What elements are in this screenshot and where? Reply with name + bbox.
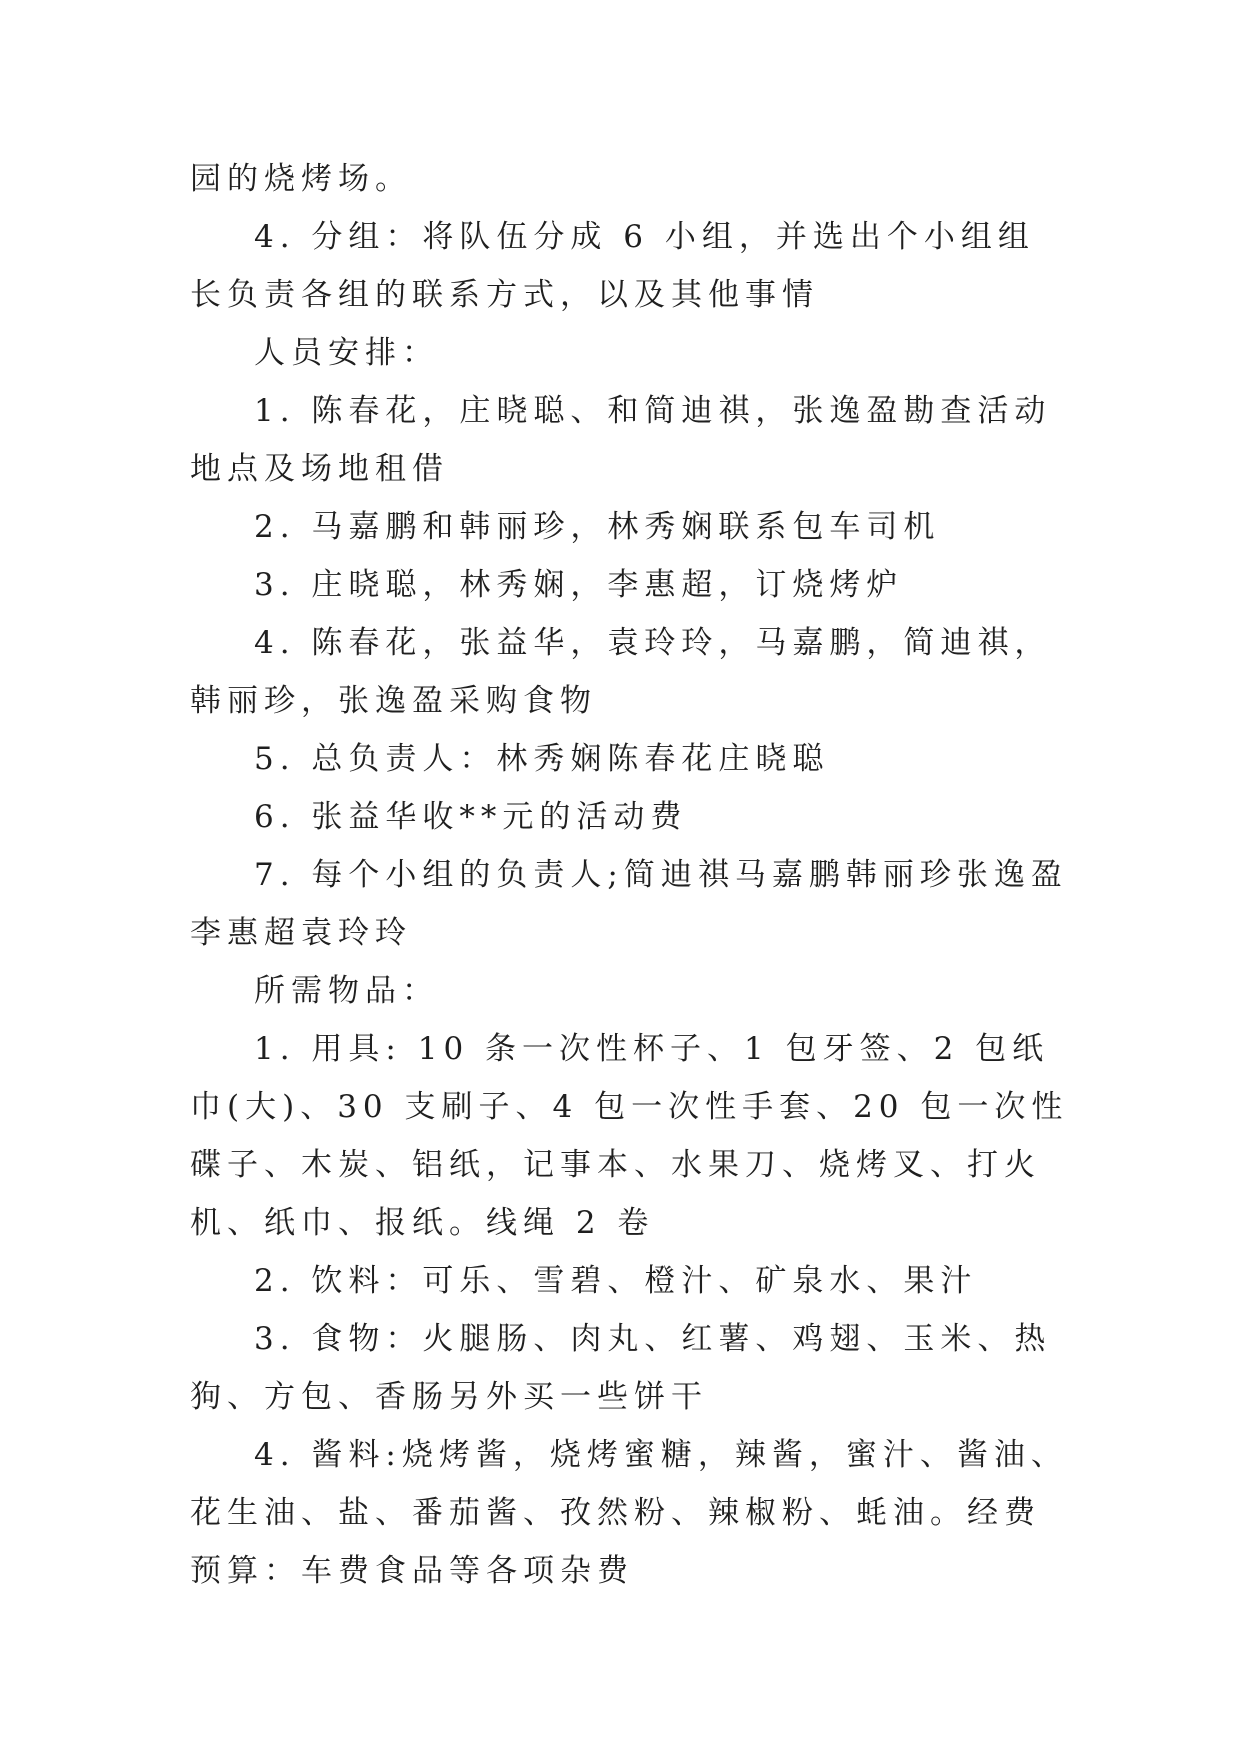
paragraph-1: 园的烧烤场。 (190, 161, 412, 197)
paragraph-2: 4. 分组：将队伍分成 6 小组，并选出个小组组长负责各组的联系方式，以及其他事情 (190, 219, 1035, 313)
paragraph-14: 3. 食物：火腿肠、肉丸、红薯、鸡翅、玉米、热狗、方包、香肠另外买一些饼干 (190, 1321, 1052, 1415)
paragraph-9: 6. 张益华收**元的活动费 (254, 799, 688, 835)
paragraph-4: 1. 陈春花，庄晓聪、和简迪祺，张逸盈勘查活动地点及场地租借 (190, 393, 1052, 487)
paragraph-6: 3. 庄晓聪，林秀娴，李惠超，订烧烤炉 (254, 567, 904, 603)
paragraph-10: 7. 每个小组的负责人;简迪祺马嘉鹏韩丽珍张逸盈李惠超袁玲玲 (190, 857, 1068, 951)
paragraph-12: 1. 用具: 10 条一次性杯子、1 包牙签、2 包纸巾(大)、30 支刷子、4 包一次性手套、20 包一次性碟子、木炭、铝纸，记事本、水果刀、烧烤叉、打火机、纸巾、报纸。线绳 2 卷 (190, 1031, 1069, 1241)
section-heading-supplies: 所需物品： (254, 973, 439, 1009)
paragraph-5: 2. 马嘉鹏和韩丽珍，林秀娴联系包车司机 (254, 509, 941, 545)
paragraph-8: 5. 总负责人：林秀娴陈春花庄晓聪 (254, 741, 830, 777)
paragraph-7: 4. 陈春花，张益华，袁玲玲，马嘉鹏，简迪祺，韩丽珍，张逸盈采购食物 (190, 625, 1052, 719)
section-heading-staffing: 人员安排： (254, 335, 439, 371)
document-body (190, 150, 1070, 1600)
paragraph-13: 2. 饮料：可乐、雪碧、橙汁、矿泉水、果汁 (254, 1263, 978, 1299)
paragraph-15: 4. 酱料:烧烤酱，烧烤蜜糖，辣酱，蜜汁、酱油、花生油、盐、番茄酱、孜然粉、辣椒粉、蚝油。经费预算：车费食品等各项杂费 (190, 1437, 1068, 1589)
